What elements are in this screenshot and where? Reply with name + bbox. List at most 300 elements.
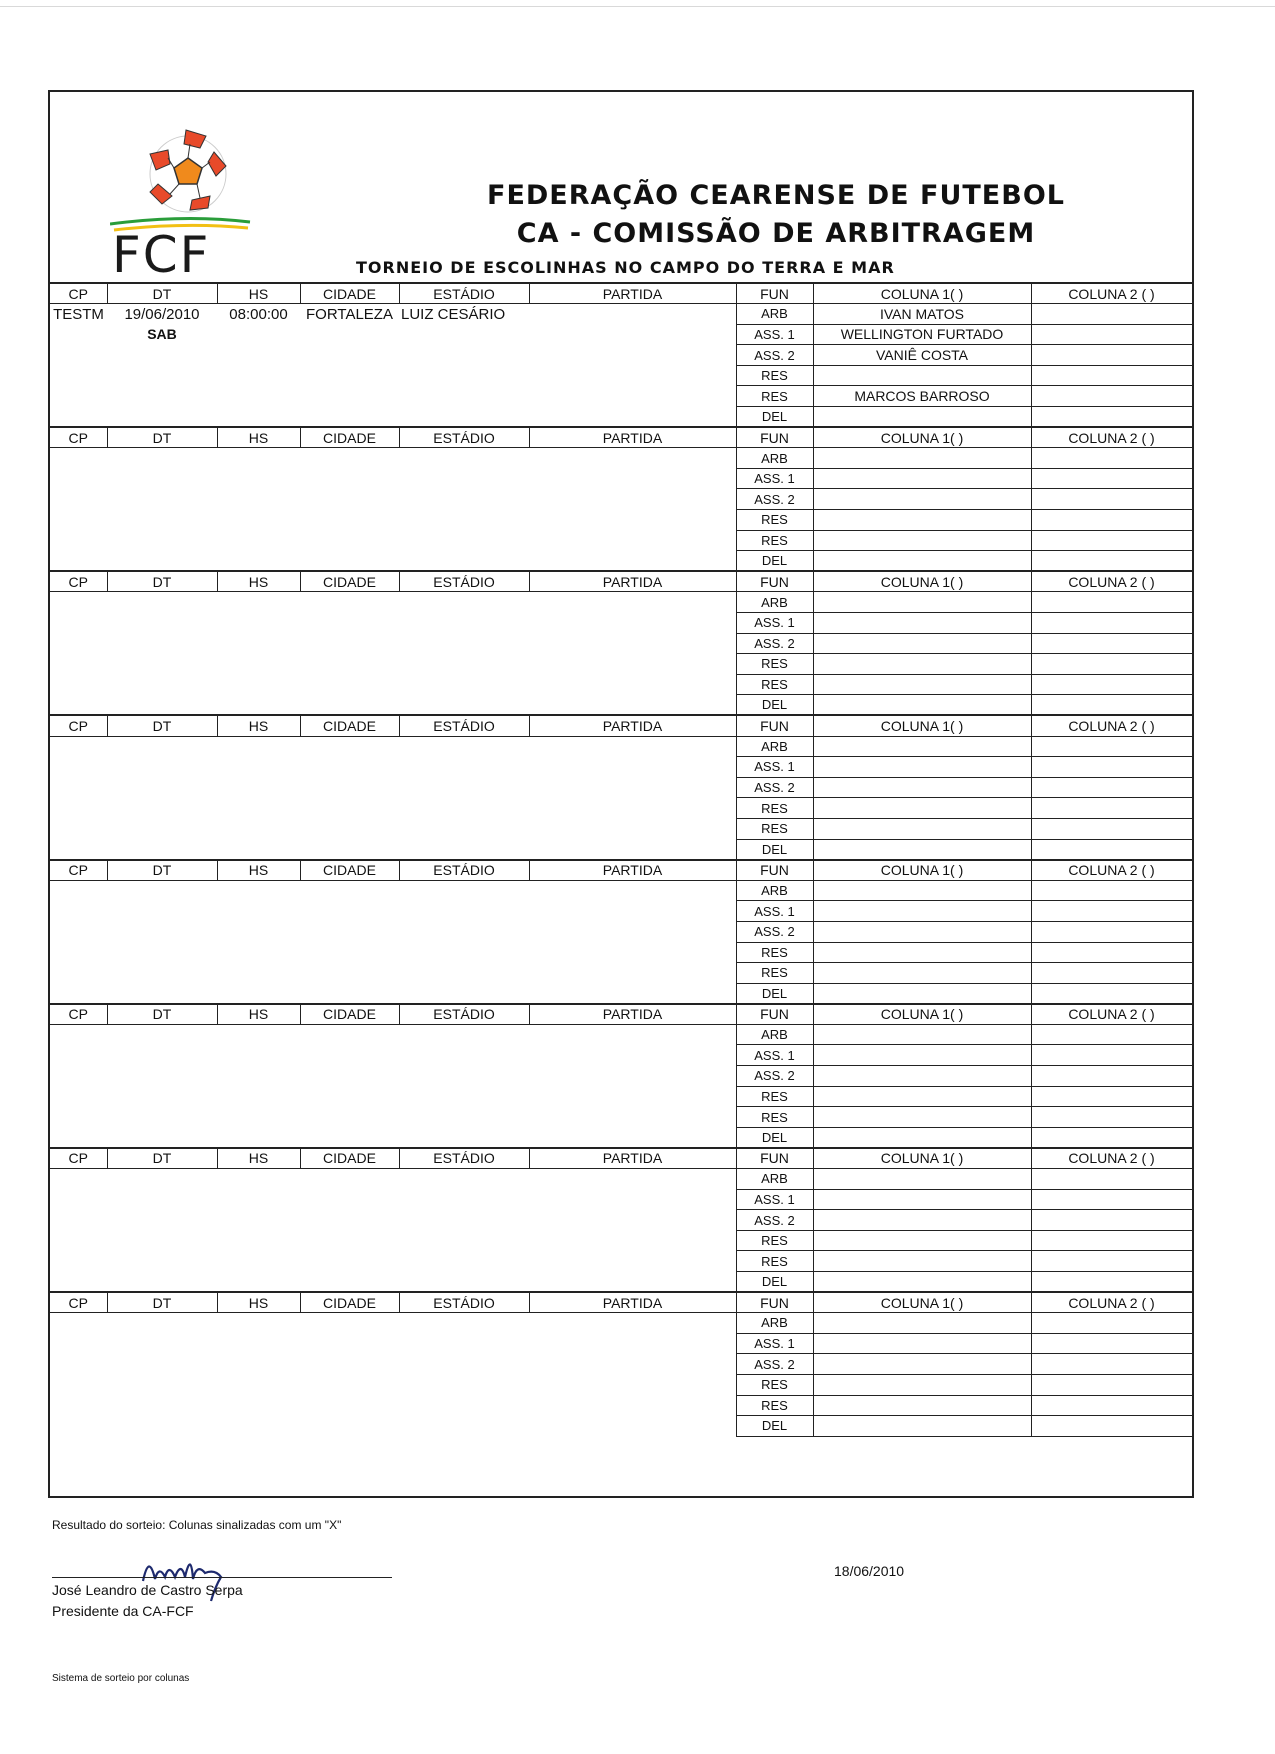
coluna1-referee xyxy=(813,592,1031,613)
coluna1-referee: IVAN MATOS xyxy=(813,304,1031,325)
function-label: RES xyxy=(736,530,813,551)
spacer xyxy=(50,1333,107,1353)
match-estadio: LUIZ CESÁRIO xyxy=(401,305,506,323)
coluna1-referee xyxy=(813,963,1031,984)
match-hs xyxy=(217,448,300,468)
coluna2-referee xyxy=(1031,1374,1192,1395)
column-header-estadio: ESTÁDIO xyxy=(399,1004,529,1025)
match-partida xyxy=(529,881,736,901)
function-label: ASS. 2 xyxy=(736,1354,813,1375)
column-header-fun: FUN xyxy=(736,860,813,881)
table-row xyxy=(50,448,1192,469)
column-header-partida: PARTIDA xyxy=(529,715,736,736)
table-row xyxy=(50,1169,1192,1190)
match-estadio xyxy=(399,592,529,612)
match-cidade xyxy=(300,1313,399,1333)
spacer xyxy=(50,1189,107,1209)
column-header-hs: HS xyxy=(217,283,300,304)
match-dt xyxy=(107,592,217,612)
match-dt xyxy=(107,1169,217,1189)
column-header-dt: DT xyxy=(107,283,217,304)
coluna1-referee xyxy=(813,757,1031,778)
function-label: RES xyxy=(736,1086,813,1107)
coluna2-referee xyxy=(1031,798,1192,819)
function-label: ARB xyxy=(736,304,813,325)
assignment-table xyxy=(50,282,1193,1437)
column-header-cp: CP xyxy=(50,1292,107,1313)
match-info-cell xyxy=(50,736,736,860)
match-hs xyxy=(217,1025,300,1045)
match-cp xyxy=(50,737,107,757)
coluna2-referee xyxy=(1031,757,1192,778)
match-info-cell xyxy=(50,1313,736,1437)
column-header-partida: PARTIDA xyxy=(529,860,736,881)
coluna1-referee xyxy=(813,654,1031,675)
coluna2-referee xyxy=(1031,695,1192,716)
coluna1-referee xyxy=(813,613,1031,634)
match-dt xyxy=(107,1313,217,1333)
function-label: RES xyxy=(736,1230,813,1251)
match-dt xyxy=(107,1025,217,1045)
signer-name: José Leandro de Castro Serpa xyxy=(52,1582,243,1598)
match-cidade xyxy=(300,592,399,612)
coluna1-referee xyxy=(813,489,1031,510)
spacer xyxy=(50,1045,107,1065)
function-label: RES xyxy=(736,818,813,839)
column-header-coluna2: COLUNA 2 ( ) xyxy=(1031,1004,1192,1025)
coluna2-referee xyxy=(1031,1210,1192,1231)
column-header-coluna2: COLUNA 2 ( ) xyxy=(1031,283,1192,304)
spacer xyxy=(50,468,107,488)
coluna1-referee xyxy=(813,921,1031,942)
coluna2-referee xyxy=(1031,983,1192,1004)
coluna1-referee xyxy=(813,880,1031,901)
column-header-cp: CP xyxy=(50,571,107,592)
coluna2-referee xyxy=(1031,1230,1192,1251)
coluna2-referee xyxy=(1031,304,1192,325)
coluna1-referee xyxy=(813,1169,1031,1190)
column-header-estadio: ESTÁDIO xyxy=(399,1148,529,1169)
function-label: ARB xyxy=(736,736,813,757)
column-header-partida: PARTIDA xyxy=(529,283,736,304)
function-label: RES xyxy=(736,798,813,819)
column-header-partida: PARTIDA xyxy=(529,427,736,448)
coluna1-referee xyxy=(813,468,1031,489)
coluna2-referee xyxy=(1031,489,1192,510)
function-label: ARB xyxy=(736,1313,813,1334)
block-header-row xyxy=(50,715,1192,736)
column-header-estadio: ESTÁDIO xyxy=(399,1292,529,1313)
column-header-cidade: CIDADE xyxy=(300,571,399,592)
match-weekday xyxy=(107,468,217,488)
coluna2-referee xyxy=(1031,736,1192,757)
coluna1-referee xyxy=(813,407,1031,428)
match-cp xyxy=(50,1025,107,1045)
match-cp xyxy=(50,1313,107,1333)
coluna1-referee: WELLINGTON FURTADO xyxy=(813,324,1031,345)
commission-title: CA - COMISSÃO DE ARBITRAGEM xyxy=(516,218,1036,249)
match-hs xyxy=(217,1169,300,1189)
column-header-hs: HS xyxy=(217,1148,300,1169)
match-estadio xyxy=(399,1169,529,1189)
match-partida xyxy=(529,448,736,468)
match-estadio xyxy=(399,737,529,757)
column-header-cp: CP xyxy=(50,860,107,881)
column-header-hs: HS xyxy=(217,1004,300,1025)
column-header-fun: FUN xyxy=(736,283,813,304)
coluna1-referee xyxy=(813,1354,1031,1375)
coluna2-referee xyxy=(1031,1107,1192,1128)
coluna2-referee xyxy=(1031,345,1192,366)
column-header-hs: HS xyxy=(217,427,300,448)
match-cidade: FORTALEZA xyxy=(306,305,393,323)
function-label: ASS. 1 xyxy=(736,1045,813,1066)
match-info-cell xyxy=(50,448,736,572)
match-partida xyxy=(529,1025,736,1045)
function-label: ASS. 1 xyxy=(736,1189,813,1210)
coluna1-referee xyxy=(813,818,1031,839)
function-label: ASS. 1 xyxy=(736,613,813,634)
match-dt: 19/06/2010 xyxy=(124,305,200,323)
table-row xyxy=(50,1024,1192,1045)
function-label: ARB xyxy=(736,1169,813,1190)
table-row xyxy=(50,880,1192,901)
coluna1-referee xyxy=(813,1189,1031,1210)
coluna1-referee xyxy=(813,983,1031,1004)
coluna2-referee xyxy=(1031,613,1192,634)
match-info-cell xyxy=(50,592,736,716)
coluna2-referee xyxy=(1031,901,1192,922)
coluna2-referee xyxy=(1031,963,1192,984)
document-date: 18/06/2010 xyxy=(834,1563,905,1579)
match-info-cell xyxy=(50,880,736,1004)
coluna1-referee xyxy=(813,798,1031,819)
coluna1-referee xyxy=(813,1210,1031,1231)
function-label: RES xyxy=(736,654,813,675)
column-header-hs: HS xyxy=(217,860,300,881)
coluna2-referee xyxy=(1031,654,1192,675)
block-header-row xyxy=(50,571,1192,592)
function-label: ASS. 1 xyxy=(736,1333,813,1354)
function-label: DEL xyxy=(736,983,813,1004)
table-row xyxy=(50,736,1192,757)
coluna1-referee xyxy=(813,1416,1031,1437)
function-label: ARB xyxy=(736,880,813,901)
match-cp xyxy=(50,881,107,901)
column-header-dt: DT xyxy=(107,860,217,881)
column-header-dt: DT xyxy=(107,1292,217,1313)
coluna2-referee xyxy=(1031,448,1192,469)
coluna1-referee xyxy=(813,1086,1031,1107)
match-cp xyxy=(50,1169,107,1189)
column-header-coluna1: COLUNA 1( ) xyxy=(813,1148,1031,1169)
column-header-coluna1: COLUNA 1( ) xyxy=(813,1004,1031,1025)
coluna1-referee xyxy=(813,1024,1031,1045)
match-weekday xyxy=(107,1333,217,1353)
svg-text:FCF: FCF xyxy=(112,226,211,279)
coluna2-referee xyxy=(1031,1066,1192,1087)
block-header-row xyxy=(50,1004,1192,1025)
column-header-partida: PARTIDA xyxy=(529,1148,736,1169)
column-header-cp: CP xyxy=(50,283,107,304)
coluna2-referee xyxy=(1031,551,1192,572)
match-partida xyxy=(529,592,736,612)
function-label: ASS. 2 xyxy=(736,633,813,654)
coluna1-referee xyxy=(813,1395,1031,1416)
function-label: DEL xyxy=(736,407,813,428)
function-label: ASS. 2 xyxy=(736,921,813,942)
function-label: RES xyxy=(736,510,813,531)
block-header-row xyxy=(50,427,1192,448)
match-info-cell xyxy=(50,1024,736,1148)
match-dt xyxy=(107,881,217,901)
coluna2-referee xyxy=(1031,1024,1192,1045)
coluna2-referee xyxy=(1031,592,1192,613)
match-weekday: SAB xyxy=(147,326,177,343)
block-header-row xyxy=(50,860,1192,881)
table-row xyxy=(50,1313,1192,1334)
column-header-estadio: ESTÁDIO xyxy=(399,427,529,448)
column-header-fun: FUN xyxy=(736,427,813,448)
coluna2-referee xyxy=(1031,1189,1192,1210)
coluna1-referee xyxy=(813,1374,1031,1395)
coluna2-referee xyxy=(1031,1045,1192,1066)
function-label: RES xyxy=(736,963,813,984)
coluna1-referee xyxy=(813,777,1031,798)
function-label: DEL xyxy=(736,1272,813,1293)
coluna1-referee xyxy=(813,736,1031,757)
column-header-estadio: ESTÁDIO xyxy=(399,715,529,736)
column-header-fun: FUN xyxy=(736,571,813,592)
function-label: DEL xyxy=(736,1416,813,1437)
coluna1-referee xyxy=(813,1107,1031,1128)
column-header-cidade: CIDADE xyxy=(300,1004,399,1025)
match-estadio xyxy=(399,1313,529,1333)
block-header-row xyxy=(50,283,1192,304)
coluna2-referee xyxy=(1031,921,1192,942)
coluna1-referee xyxy=(813,530,1031,551)
coluna1-referee xyxy=(813,551,1031,572)
column-header-coluna2: COLUNA 2 ( ) xyxy=(1031,1148,1192,1169)
function-label: RES xyxy=(736,942,813,963)
match-weekday xyxy=(107,1189,217,1209)
coluna1-referee xyxy=(813,1272,1031,1293)
match-partida xyxy=(529,1169,736,1189)
match-partida xyxy=(529,737,736,757)
match-hs: 08:00:00 xyxy=(229,305,288,323)
column-header-dt: DT xyxy=(107,427,217,448)
column-header-fun: FUN xyxy=(736,1004,813,1025)
coluna2-referee xyxy=(1031,942,1192,963)
spacer xyxy=(50,757,107,777)
column-header-cidade: CIDADE xyxy=(300,283,399,304)
column-header-cidade: CIDADE xyxy=(300,1292,399,1313)
function-label: ASS. 1 xyxy=(736,468,813,489)
coluna2-referee xyxy=(1031,839,1192,860)
coluna2-referee xyxy=(1031,633,1192,654)
function-label: ARB xyxy=(736,1024,813,1045)
column-header-coluna1: COLUNA 1( ) xyxy=(813,715,1031,736)
column-header-coluna2: COLUNA 2 ( ) xyxy=(1031,427,1192,448)
block-header-row xyxy=(50,1148,1192,1169)
column-header-cidade: CIDADE xyxy=(300,427,399,448)
coluna2-referee xyxy=(1031,1251,1192,1272)
function-label: ASS. 1 xyxy=(736,324,813,345)
match-cidade xyxy=(300,1025,399,1045)
column-header-estadio: ESTÁDIO xyxy=(399,571,529,592)
match-estadio xyxy=(399,881,529,901)
function-label: RES xyxy=(736,386,813,407)
column-header-cp: CP xyxy=(50,715,107,736)
match-partida xyxy=(529,304,736,324)
coluna1-referee xyxy=(813,839,1031,860)
column-header-dt: DT xyxy=(107,571,217,592)
column-header-cidade: CIDADE xyxy=(300,715,399,736)
scan-edge-line xyxy=(0,6,1275,7)
coluna1-referee xyxy=(813,1333,1031,1354)
coluna2-referee xyxy=(1031,407,1192,428)
column-header-coluna1: COLUNA 1( ) xyxy=(813,427,1031,448)
block-header-row xyxy=(50,1292,1192,1313)
match-cidade xyxy=(300,881,399,901)
match-cp xyxy=(50,448,107,468)
coluna2-referee xyxy=(1031,1354,1192,1375)
match-weekday xyxy=(107,901,217,921)
coluna1-referee xyxy=(813,1127,1031,1148)
coluna1-referee xyxy=(813,1251,1031,1272)
coluna2-referee xyxy=(1031,1127,1192,1148)
function-label: ASS. 2 xyxy=(736,1210,813,1231)
draw-result-note: Resultado do sorteio: Colunas sinalizadas com um "X" xyxy=(52,1518,342,1532)
referee-assignment-sheet xyxy=(48,90,1194,1498)
match-weekday xyxy=(107,612,217,632)
coluna2-referee xyxy=(1031,1416,1192,1437)
column-header-partida: PARTIDA xyxy=(529,571,736,592)
function-label: ARB xyxy=(736,448,813,469)
coluna2-referee xyxy=(1031,468,1192,489)
function-label: ASS. 2 xyxy=(736,345,813,366)
match-info-cell xyxy=(50,304,736,428)
coluna2-referee xyxy=(1031,386,1192,407)
column-header-coluna2: COLUNA 2 ( ) xyxy=(1031,715,1192,736)
spacer xyxy=(50,901,107,921)
coluna2-referee xyxy=(1031,818,1192,839)
column-header-cp: CP xyxy=(50,1004,107,1025)
column-header-coluna2: COLUNA 2 ( ) xyxy=(1031,1292,1192,1313)
coluna2-referee xyxy=(1031,365,1192,386)
coluna1-referee xyxy=(813,1230,1031,1251)
coluna1-referee xyxy=(813,674,1031,695)
column-header-fun: FUN xyxy=(736,1292,813,1313)
coluna2-referee xyxy=(1031,1169,1192,1190)
coluna1-referee xyxy=(813,1045,1031,1066)
match-partida xyxy=(529,1313,736,1333)
coluna2-referee xyxy=(1031,510,1192,531)
column-header-coluna2: COLUNA 2 ( ) xyxy=(1031,860,1192,881)
coluna1-referee xyxy=(813,1313,1031,1334)
match-cidade xyxy=(300,448,399,468)
function-label: ASS. 2 xyxy=(736,489,813,510)
coluna2-referee xyxy=(1031,777,1192,798)
function-label: ASS. 1 xyxy=(736,757,813,778)
coluna1-referee xyxy=(813,365,1031,386)
coluna1-referee xyxy=(813,942,1031,963)
tournament-subtitle: TORNEIO DE ESCOLINHAS NO CAMPO DO TERRA E MAR xyxy=(356,258,895,277)
coluna1-referee xyxy=(813,448,1031,469)
spacer xyxy=(50,324,107,344)
function-label: RES xyxy=(736,1251,813,1272)
function-label: RES xyxy=(736,365,813,386)
coluna2-referee xyxy=(1031,674,1192,695)
function-label: RES xyxy=(736,1374,813,1395)
coluna2-referee xyxy=(1031,880,1192,901)
column-header-dt: DT xyxy=(107,715,217,736)
column-header-coluna1: COLUNA 1( ) xyxy=(813,283,1031,304)
match-cp: TESTM xyxy=(53,305,104,323)
coluna2-referee xyxy=(1031,530,1192,551)
coluna1-referee: MARCOS BARROSO xyxy=(813,386,1031,407)
function-label: DEL xyxy=(736,1127,813,1148)
federation-title: FEDERAÇÃO CEARENSE DE FUTEBOL xyxy=(487,180,1065,211)
function-label: DEL xyxy=(736,551,813,572)
coluna2-referee xyxy=(1031,1272,1192,1293)
coluna2-referee xyxy=(1031,1313,1192,1334)
table-row xyxy=(50,592,1192,613)
match-hs xyxy=(217,881,300,901)
match-dt xyxy=(107,448,217,468)
coluna1-referee xyxy=(813,695,1031,716)
match-hs xyxy=(217,737,300,757)
signer-role: Presidente da CA-FCF xyxy=(52,1603,194,1619)
soccer-ball-icon xyxy=(150,130,226,212)
match-dt xyxy=(107,737,217,757)
function-label: ASS. 1 xyxy=(736,901,813,922)
match-hs xyxy=(217,1313,300,1333)
column-header-cp: CP xyxy=(50,1148,107,1169)
column-header-fun: FUN xyxy=(736,715,813,736)
match-estadio xyxy=(399,448,529,468)
coluna2-referee xyxy=(1031,1333,1192,1354)
coluna2-referee xyxy=(1031,324,1192,345)
column-header-estadio: ESTÁDIO xyxy=(399,860,529,881)
column-header-coluna2: COLUNA 2 ( ) xyxy=(1031,571,1192,592)
coluna1-referee: VANIÊ COSTA xyxy=(813,345,1031,366)
column-header-partida: PARTIDA xyxy=(529,1292,736,1313)
function-label: ASS. 2 xyxy=(736,777,813,798)
column-header-dt: DT xyxy=(107,1148,217,1169)
function-label: DEL xyxy=(736,695,813,716)
column-header-cidade: CIDADE xyxy=(300,860,399,881)
column-header-coluna1: COLUNA 1( ) xyxy=(813,571,1031,592)
column-header-estadio: ESTÁDIO xyxy=(399,283,529,304)
column-header-hs: HS xyxy=(217,1292,300,1313)
coluna1-referee xyxy=(813,901,1031,922)
match-estadio xyxy=(399,1025,529,1045)
column-header-hs: HS xyxy=(217,571,300,592)
column-header-dt: DT xyxy=(107,1004,217,1025)
column-header-coluna1: COLUNA 1( ) xyxy=(813,860,1031,881)
system-note: Sistema de sorteio por colunas xyxy=(52,1673,190,1684)
column-header-cp: CP xyxy=(50,427,107,448)
match-cidade xyxy=(300,1169,399,1189)
function-label: ASS. 2 xyxy=(736,1066,813,1087)
signature-line xyxy=(52,1577,392,1578)
match-weekday xyxy=(107,1045,217,1065)
match-cp xyxy=(50,592,107,612)
match-hs xyxy=(217,592,300,612)
coluna2-referee xyxy=(1031,1395,1192,1416)
function-label: RES xyxy=(736,674,813,695)
